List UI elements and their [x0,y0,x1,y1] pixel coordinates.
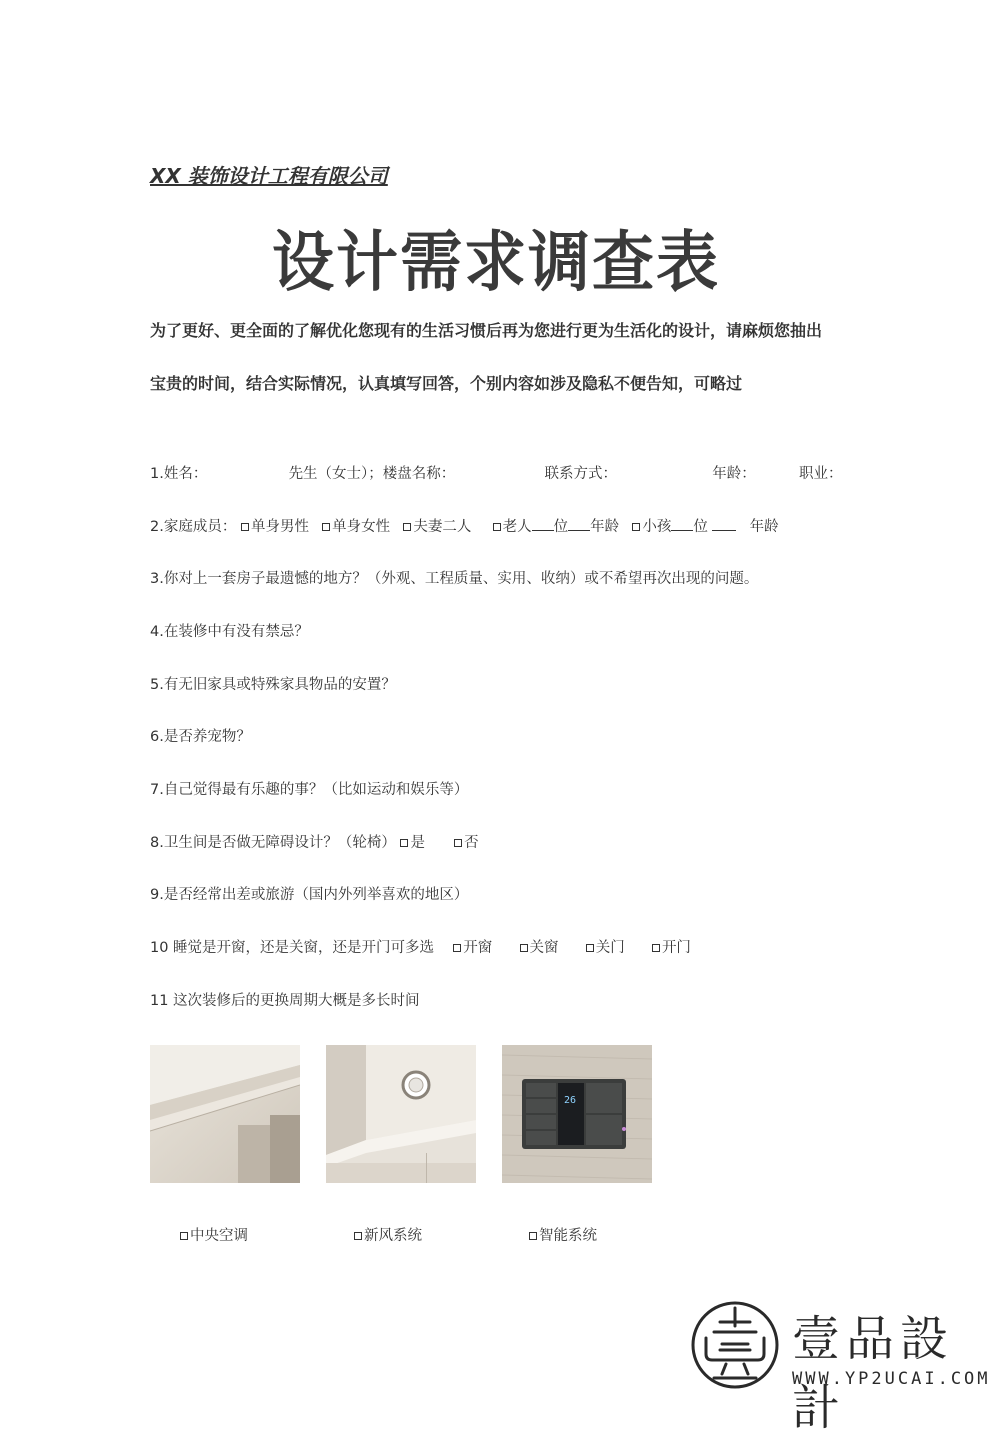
contact-label: 联系方式： [544,466,618,482]
option-open-window: 开窗 [463,940,493,956]
caption-fresh-air [354,1224,422,1245]
option-open-door: 开门 [661,940,691,956]
option-single-male: 单身男性 [250,519,309,535]
checkbox-fresh-air[interactable] [354,1232,362,1240]
unit-label: 位 [553,519,569,535]
photo-smart-system [502,1045,652,1183]
option-children: 小孩 [642,519,672,535]
brand-url: WWW.YP2UCAI.COM [792,1369,991,1389]
option-single-female: 单身女性 [332,519,391,535]
checkbox-open-door[interactable] [652,944,660,952]
brand-name: 壹品設計 [792,1311,955,1436]
caption-fresh-air-label: 新风系统 [364,1228,422,1244]
checkbox-open-window[interactable] [453,944,461,952]
checkbox-single-male[interactable] [241,523,249,531]
question-1 [150,462,842,483]
checkbox-close-door[interactable] [586,944,594,952]
caption-central-ac [180,1224,248,1245]
caption-smart-system [529,1224,597,1245]
page-title: 设计需求调查表 [271,223,720,301]
question-3: 3.你对上一套房子最遗憾的地方？（外观、工程质量、实用、收纳）或不希望再次出现的问题。 [150,571,759,587]
checkbox-children[interactable] [632,523,640,531]
panel-display-text: 26 [564,1095,577,1106]
option-close-door: 关门 [595,940,625,956]
age-label: 年龄 [590,519,620,535]
checkbox-close-window[interactable] [520,944,528,952]
elderly-count-blank[interactable] [532,518,554,531]
option-no: 否 [464,835,479,851]
checkbox-central-ac[interactable] [180,1232,188,1240]
intro-line-2: 宝贵的时间，结合实际情况，认真填写回答，个别内容如涉及隐私不便告知，可略过 [150,374,743,393]
question-8-label: 8.卫生间是否做无障碍设计？（轮椅） [150,835,396,851]
checkbox-single-female[interactable] [322,523,330,531]
age-label: 年龄 [749,519,779,535]
question-10-label: 10 睡觉是开窗，还是关窗，还是开门可多选 [150,940,435,956]
elderly-age-blank[interactable] [568,518,590,531]
photo-central-ac [150,1045,300,1183]
question-4: 4.在装修中有没有禁忌？ [150,624,309,640]
logo-seal-icon [690,1300,780,1390]
option-elderly: 老人 [502,519,532,535]
family-label: 2.家庭成员： [150,519,237,535]
photo-fresh-air [326,1045,476,1183]
children-age-blank[interactable] [712,518,736,531]
question-2 [150,515,779,536]
intro-line-1: 为了更好、更全面的了解优化您现有的生活习惯后再为您进行更为生活化的设计，请麻烦您抽出 [150,321,823,340]
company-name: XX 装饰设计工程有限公司 [150,164,388,188]
checkbox-smart-system[interactable] [529,1232,537,1240]
option-yes: 是 [410,835,425,851]
question-9: 9.是否经常出差或旅游（国内外列举喜欢的地区） [150,887,469,903]
question-10 [150,936,691,957]
caption-central-ac-label: 中央空调 [190,1228,248,1244]
checkbox-no[interactable] [454,839,462,847]
checkbox-yes[interactable] [400,839,408,847]
question-6: 6.是否养宠物？ [150,729,251,745]
option-couple: 夫妻二人 [413,519,472,535]
question-7: 7.自己觉得最有乐趣的事？（比如运动和娱乐等） [150,782,469,798]
job-label: 职业： [798,466,843,482]
caption-smart-system-label: 智能系统 [539,1228,597,1244]
option-close-window: 关窗 [529,940,559,956]
unit-label: 位 [693,519,708,535]
children-count-blank[interactable] [671,518,693,531]
question-11: 11 这次装修后的更换周期大概是多长时间 [150,993,420,1009]
age-label: 年龄： [712,466,756,482]
checkbox-couple[interactable] [403,523,411,531]
name-label: 1.姓名： [150,466,208,482]
question-8 [150,831,479,852]
question-5: 5.有无旧家具或特殊家具物品的安置？ [150,677,396,693]
title-estate-label: 先生（女士）；楼盘名称： [288,466,456,482]
checkbox-elderly[interactable] [493,523,501,531]
